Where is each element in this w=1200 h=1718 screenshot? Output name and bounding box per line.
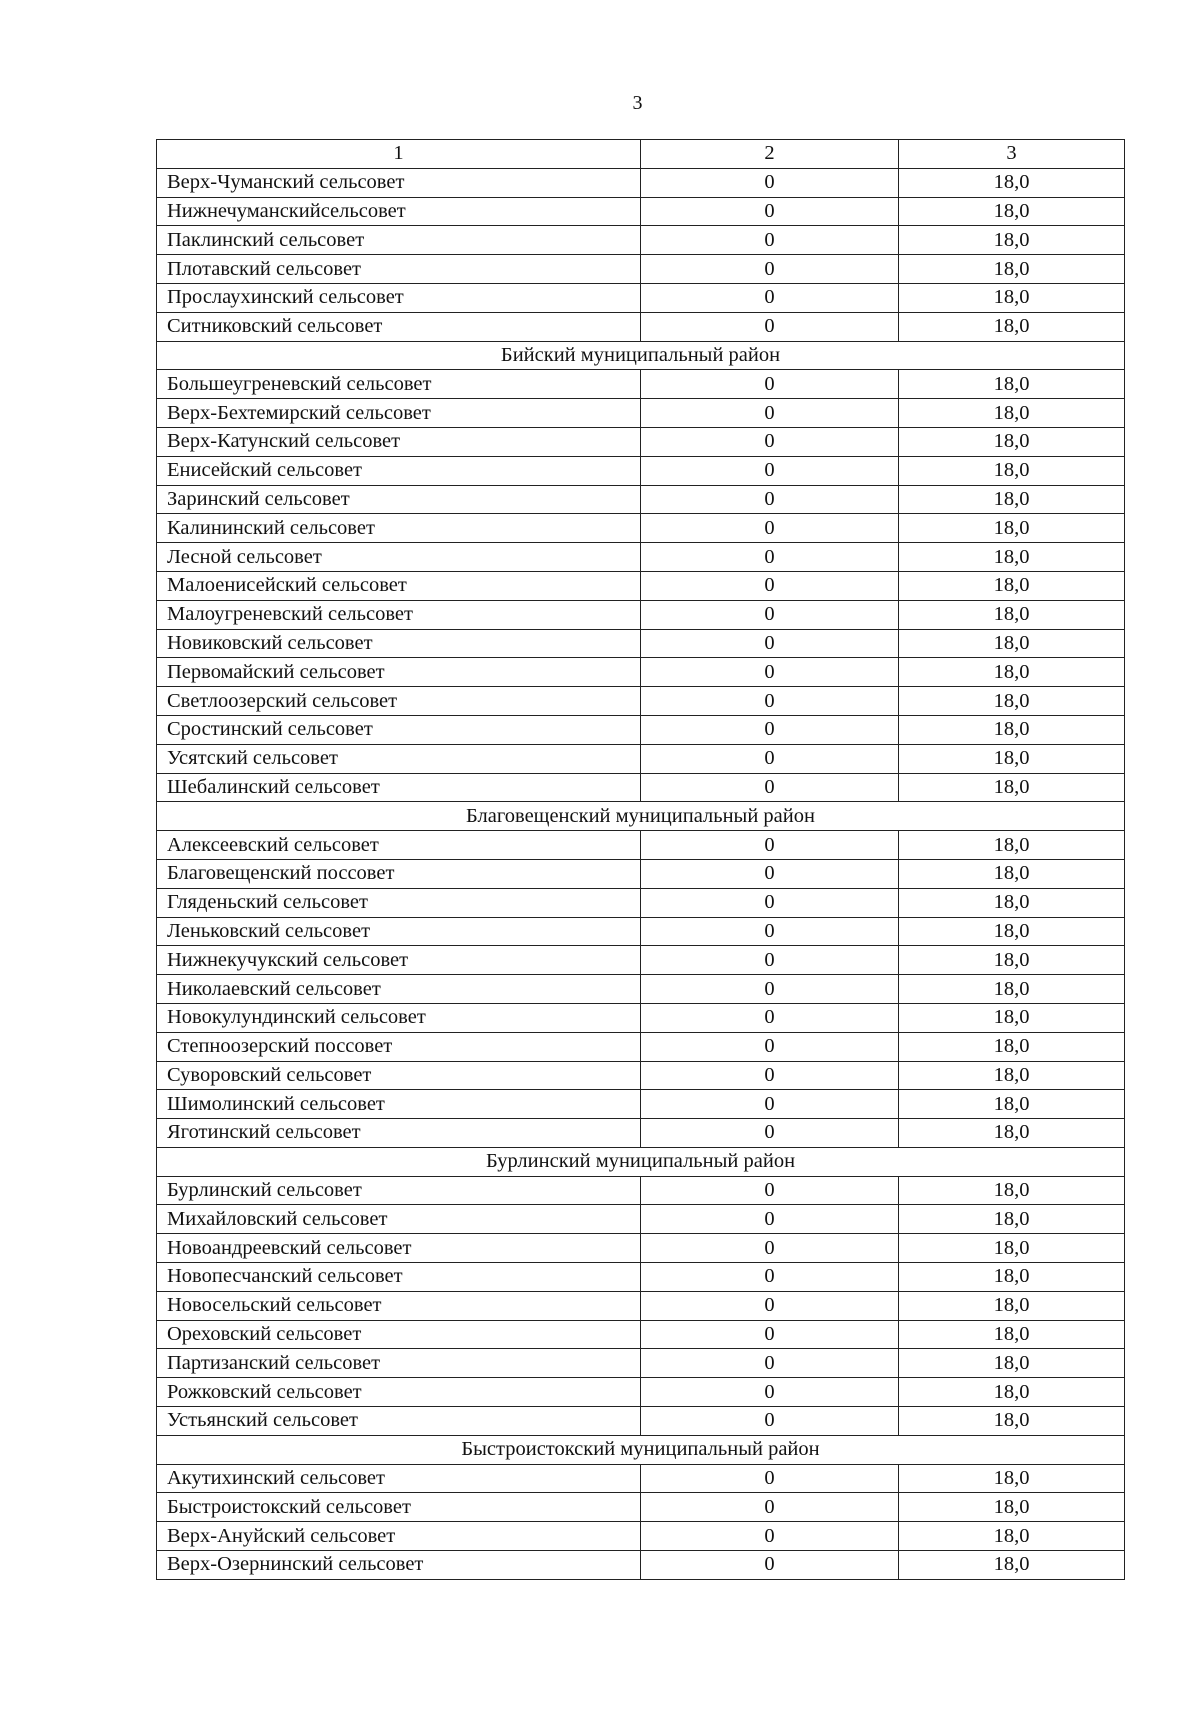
column-3-value: 18,0 <box>899 744 1125 773</box>
column-2-value: 0 <box>641 888 899 917</box>
table-row <box>157 917 1125 946</box>
section-header-row <box>157 802 1125 831</box>
column-2-value: 0 <box>641 1061 899 1090</box>
column-3-value: 18,0 <box>899 1234 1125 1263</box>
council-name: Верх-Ануйский сельсовет <box>157 1522 641 1551</box>
column-2-value: 0 <box>641 1263 899 1292</box>
column-2-value: 0 <box>641 1090 899 1119</box>
column-3-value: 18,0 <box>899 1320 1125 1349</box>
column-3-value: 18,0 <box>899 456 1125 485</box>
table-row <box>157 283 1125 312</box>
column-2-value: 0 <box>641 1205 899 1234</box>
council-name: Прослаухинский сельсовет <box>157 283 641 312</box>
table-row <box>157 1061 1125 1090</box>
section-header-row <box>157 1147 1125 1176</box>
section-header-row <box>157 1435 1125 1464</box>
column-2-value: 0 <box>641 312 899 341</box>
table-row <box>157 629 1125 658</box>
table-row <box>157 571 1125 600</box>
district-name: Бийский муниципальный район <box>157 341 1125 370</box>
column-3-value: 18,0 <box>899 1551 1125 1580</box>
column-2-value: 0 <box>641 543 899 572</box>
table-row <box>157 1378 1125 1407</box>
council-name: Верх-Озернинский сельсовет <box>157 1551 641 1580</box>
column-3-value: 18,0 <box>899 283 1125 312</box>
table-row <box>157 888 1125 917</box>
column-2-value: 0 <box>641 1349 899 1378</box>
council-name: Малоенисейский сельсовет <box>157 571 641 600</box>
column-2-value: 0 <box>641 629 899 658</box>
council-name: Ореховский сельсовет <box>157 1320 641 1349</box>
column-2-value: 0 <box>641 1522 899 1551</box>
table-header-row <box>157 140 1125 169</box>
column-2-value: 0 <box>641 1320 899 1349</box>
council-name: Благовещенский поссовет <box>157 859 641 888</box>
column-2-value: 0 <box>641 1119 899 1148</box>
table-row <box>157 1493 1125 1522</box>
council-name: Суворовский сельсовет <box>157 1061 641 1090</box>
council-name: Акутихинский сельсовет <box>157 1464 641 1493</box>
column-3-value: 18,0 <box>899 831 1125 860</box>
table-row <box>157 1349 1125 1378</box>
council-name: Паклинский сельсовет <box>157 226 641 255</box>
column-2-value: 0 <box>641 1003 899 1032</box>
council-name: Первомайский сельсовет <box>157 658 641 687</box>
column-2-value: 0 <box>641 859 899 888</box>
column-3-value: 18,0 <box>899 687 1125 716</box>
column-2-value: 0 <box>641 370 899 399</box>
table-row <box>157 831 1125 860</box>
council-name: Шебалинский сельсовет <box>157 773 641 802</box>
column-2-value: 0 <box>641 600 899 629</box>
council-name: Михайловский сельсовет <box>157 1205 641 1234</box>
column-3-value: 18,0 <box>899 1493 1125 1522</box>
column-3-value: 18,0 <box>899 1522 1125 1551</box>
table-row <box>157 485 1125 514</box>
column-2-value: 0 <box>641 917 899 946</box>
council-name: Новоандреевский сельсовет <box>157 1234 641 1263</box>
data-table <box>156 139 1125 1580</box>
council-name: Калининский сельсовет <box>157 514 641 543</box>
council-name: Алексеевский сельсовет <box>157 831 641 860</box>
table-row <box>157 370 1125 399</box>
column-3-value: 18,0 <box>899 370 1125 399</box>
table-row <box>157 600 1125 629</box>
council-name: Заринский сельсовет <box>157 485 641 514</box>
council-name: Малоугреневский сельсовет <box>157 600 641 629</box>
council-name: Устьянский сельсовет <box>157 1407 641 1436</box>
district-name: Бурлинский муниципальный район <box>157 1147 1125 1176</box>
column-3-value: 18,0 <box>899 859 1125 888</box>
column-2-value: 0 <box>641 514 899 543</box>
column-3-value: 18,0 <box>899 1090 1125 1119</box>
column-2-value: 0 <box>641 1551 899 1580</box>
column-3-value: 18,0 <box>899 1349 1125 1378</box>
column-3-value: 18,0 <box>899 1263 1125 1292</box>
column-3-value: 18,0 <box>899 1205 1125 1234</box>
column-2-value: 0 <box>641 456 899 485</box>
table-row <box>157 658 1125 687</box>
column-2-value: 0 <box>641 1378 899 1407</box>
column-3-value: 18,0 <box>899 1464 1125 1493</box>
column-3-value: 18,0 <box>899 1407 1125 1436</box>
council-name: Усятский сельсовет <box>157 744 641 773</box>
column-3-value: 18,0 <box>899 427 1125 456</box>
council-name: Новопесчанский сельсовет <box>157 1263 641 1292</box>
column-3-value: 18,0 <box>899 1291 1125 1320</box>
column-3-value: 18,0 <box>899 773 1125 802</box>
table-row <box>157 312 1125 341</box>
column-2-value: 0 <box>641 658 899 687</box>
column-2-value: 0 <box>641 571 899 600</box>
table-row <box>157 1522 1125 1551</box>
column-2-value: 0 <box>641 197 899 226</box>
column-3-value: 18,0 <box>899 658 1125 687</box>
council-name: Яготинский сельсовет <box>157 1119 641 1148</box>
table-row <box>157 744 1125 773</box>
council-name: Новиковский сельсовет <box>157 629 641 658</box>
column-3-value: 18,0 <box>899 312 1125 341</box>
column-3-value: 18,0 <box>899 485 1125 514</box>
table-row <box>157 399 1125 428</box>
column-3-value: 18,0 <box>899 715 1125 744</box>
table-row <box>157 715 1125 744</box>
council-name: Шимолинский сельсовет <box>157 1090 641 1119</box>
column-3-value: 18,0 <box>899 1032 1125 1061</box>
column-2-value: 0 <box>641 485 899 514</box>
column-2-value: 0 <box>641 687 899 716</box>
column-2-value: 0 <box>641 946 899 975</box>
table-row <box>157 514 1125 543</box>
table-row <box>157 687 1125 716</box>
table-row <box>157 1551 1125 1580</box>
column-2-value: 0 <box>641 1234 899 1263</box>
table-row <box>157 975 1125 1004</box>
district-name: Благовещенский муниципальный район <box>157 802 1125 831</box>
column-3-value: 18,0 <box>899 975 1125 1004</box>
council-name: Нижнекучукский сельсовет <box>157 946 641 975</box>
column-2-value: 0 <box>641 283 899 312</box>
column-3-value: 18,0 <box>899 600 1125 629</box>
council-name: Плотавский сельсовет <box>157 255 641 284</box>
council-name: Светлоозерский сельсовет <box>157 687 641 716</box>
council-name: Быстроистокский сельсовет <box>157 1493 641 1522</box>
council-name: Гляденьский сельсовет <box>157 888 641 917</box>
column-2-value: 0 <box>641 1493 899 1522</box>
column-3-value: 18,0 <box>899 888 1125 917</box>
council-name: Степноозерский поссовет <box>157 1032 641 1061</box>
council-name: Сростинский сельсовет <box>157 715 641 744</box>
column-3-value: 18,0 <box>899 255 1125 284</box>
council-name: Большеугреневский сельсовет <box>157 370 641 399</box>
table-row <box>157 255 1125 284</box>
council-name: Верх-Катунский сельсовет <box>157 427 641 456</box>
table-row <box>157 1119 1125 1148</box>
table-row <box>157 1176 1125 1205</box>
column-2-value: 0 <box>641 168 899 197</box>
column-3-value: 18,0 <box>899 946 1125 975</box>
table-row <box>157 1464 1125 1493</box>
council-name: Верх-Бехтемирский сельсовет <box>157 399 641 428</box>
column-3-value: 18,0 <box>899 1003 1125 1032</box>
table-row <box>157 1090 1125 1119</box>
column-2-value: 0 <box>641 226 899 255</box>
council-name: Партизанский сельсовет <box>157 1349 641 1378</box>
column-3-value: 18,0 <box>899 917 1125 946</box>
council-name: Леньковский сельсовет <box>157 917 641 946</box>
column-2-value: 0 <box>641 399 899 428</box>
column-3-value: 18,0 <box>899 197 1125 226</box>
council-name: Лесной сельсовет <box>157 543 641 572</box>
column-3-value: 18,0 <box>899 1061 1125 1090</box>
table-row <box>157 168 1125 197</box>
column-3-value: 18,0 <box>899 543 1125 572</box>
column-2-value: 0 <box>641 831 899 860</box>
council-name: Ситниковский сельсовет <box>157 312 641 341</box>
table-row <box>157 859 1125 888</box>
column-header-2: 2 <box>641 140 899 169</box>
column-3-value: 18,0 <box>899 399 1125 428</box>
table-row <box>157 226 1125 255</box>
column-3-value: 18,0 <box>899 571 1125 600</box>
column-3-value: 18,0 <box>899 1176 1125 1205</box>
column-2-value: 0 <box>641 427 899 456</box>
page-number: 3 <box>632 92 643 114</box>
table-row <box>157 1003 1125 1032</box>
table-row <box>157 1320 1125 1349</box>
council-name: Новокулундинский сельсовет <box>157 1003 641 1032</box>
column-header-1: 1 <box>157 140 641 169</box>
column-header-3: 3 <box>899 140 1125 169</box>
column-3-value: 18,0 <box>899 1378 1125 1407</box>
column-2-value: 0 <box>641 715 899 744</box>
column-3-value: 18,0 <box>899 226 1125 255</box>
district-name: Быстроистокский муниципальный район <box>157 1435 1125 1464</box>
table-row <box>157 1032 1125 1061</box>
column-3-value: 18,0 <box>899 168 1125 197</box>
table-row <box>157 946 1125 975</box>
column-2-value: 0 <box>641 1291 899 1320</box>
table-row <box>157 456 1125 485</box>
table-row <box>157 1205 1125 1234</box>
table-row <box>157 1407 1125 1436</box>
column-2-value: 0 <box>641 1032 899 1061</box>
column-3-value: 18,0 <box>899 514 1125 543</box>
table-row <box>157 773 1125 802</box>
column-2-value: 0 <box>641 1176 899 1205</box>
council-name: Бурлинский сельсовет <box>157 1176 641 1205</box>
table-row <box>157 1234 1125 1263</box>
column-2-value: 0 <box>641 744 899 773</box>
column-3-value: 18,0 <box>899 629 1125 658</box>
table-row <box>157 1263 1125 1292</box>
council-name: Новосельский сельсовет <box>157 1291 641 1320</box>
council-name: Нижнечуманскийсельсовет <box>157 197 641 226</box>
column-2-value: 0 <box>641 975 899 1004</box>
table-row <box>157 427 1125 456</box>
council-name: Рожковский сельсовет <box>157 1378 641 1407</box>
table-row <box>157 1291 1125 1320</box>
table-row <box>157 543 1125 572</box>
column-2-value: 0 <box>641 255 899 284</box>
council-name: Енисейский сельсовет <box>157 456 641 485</box>
column-3-value: 18,0 <box>899 1119 1125 1148</box>
section-header-row <box>157 341 1125 370</box>
council-name: Николаевский сельсовет <box>157 975 641 1004</box>
column-2-value: 0 <box>641 1464 899 1493</box>
column-2-value: 0 <box>641 773 899 802</box>
council-name: Верх-Чуманский сельсовет <box>157 168 641 197</box>
table-row <box>157 197 1125 226</box>
table-body <box>157 140 1125 1580</box>
column-2-value: 0 <box>641 1407 899 1436</box>
